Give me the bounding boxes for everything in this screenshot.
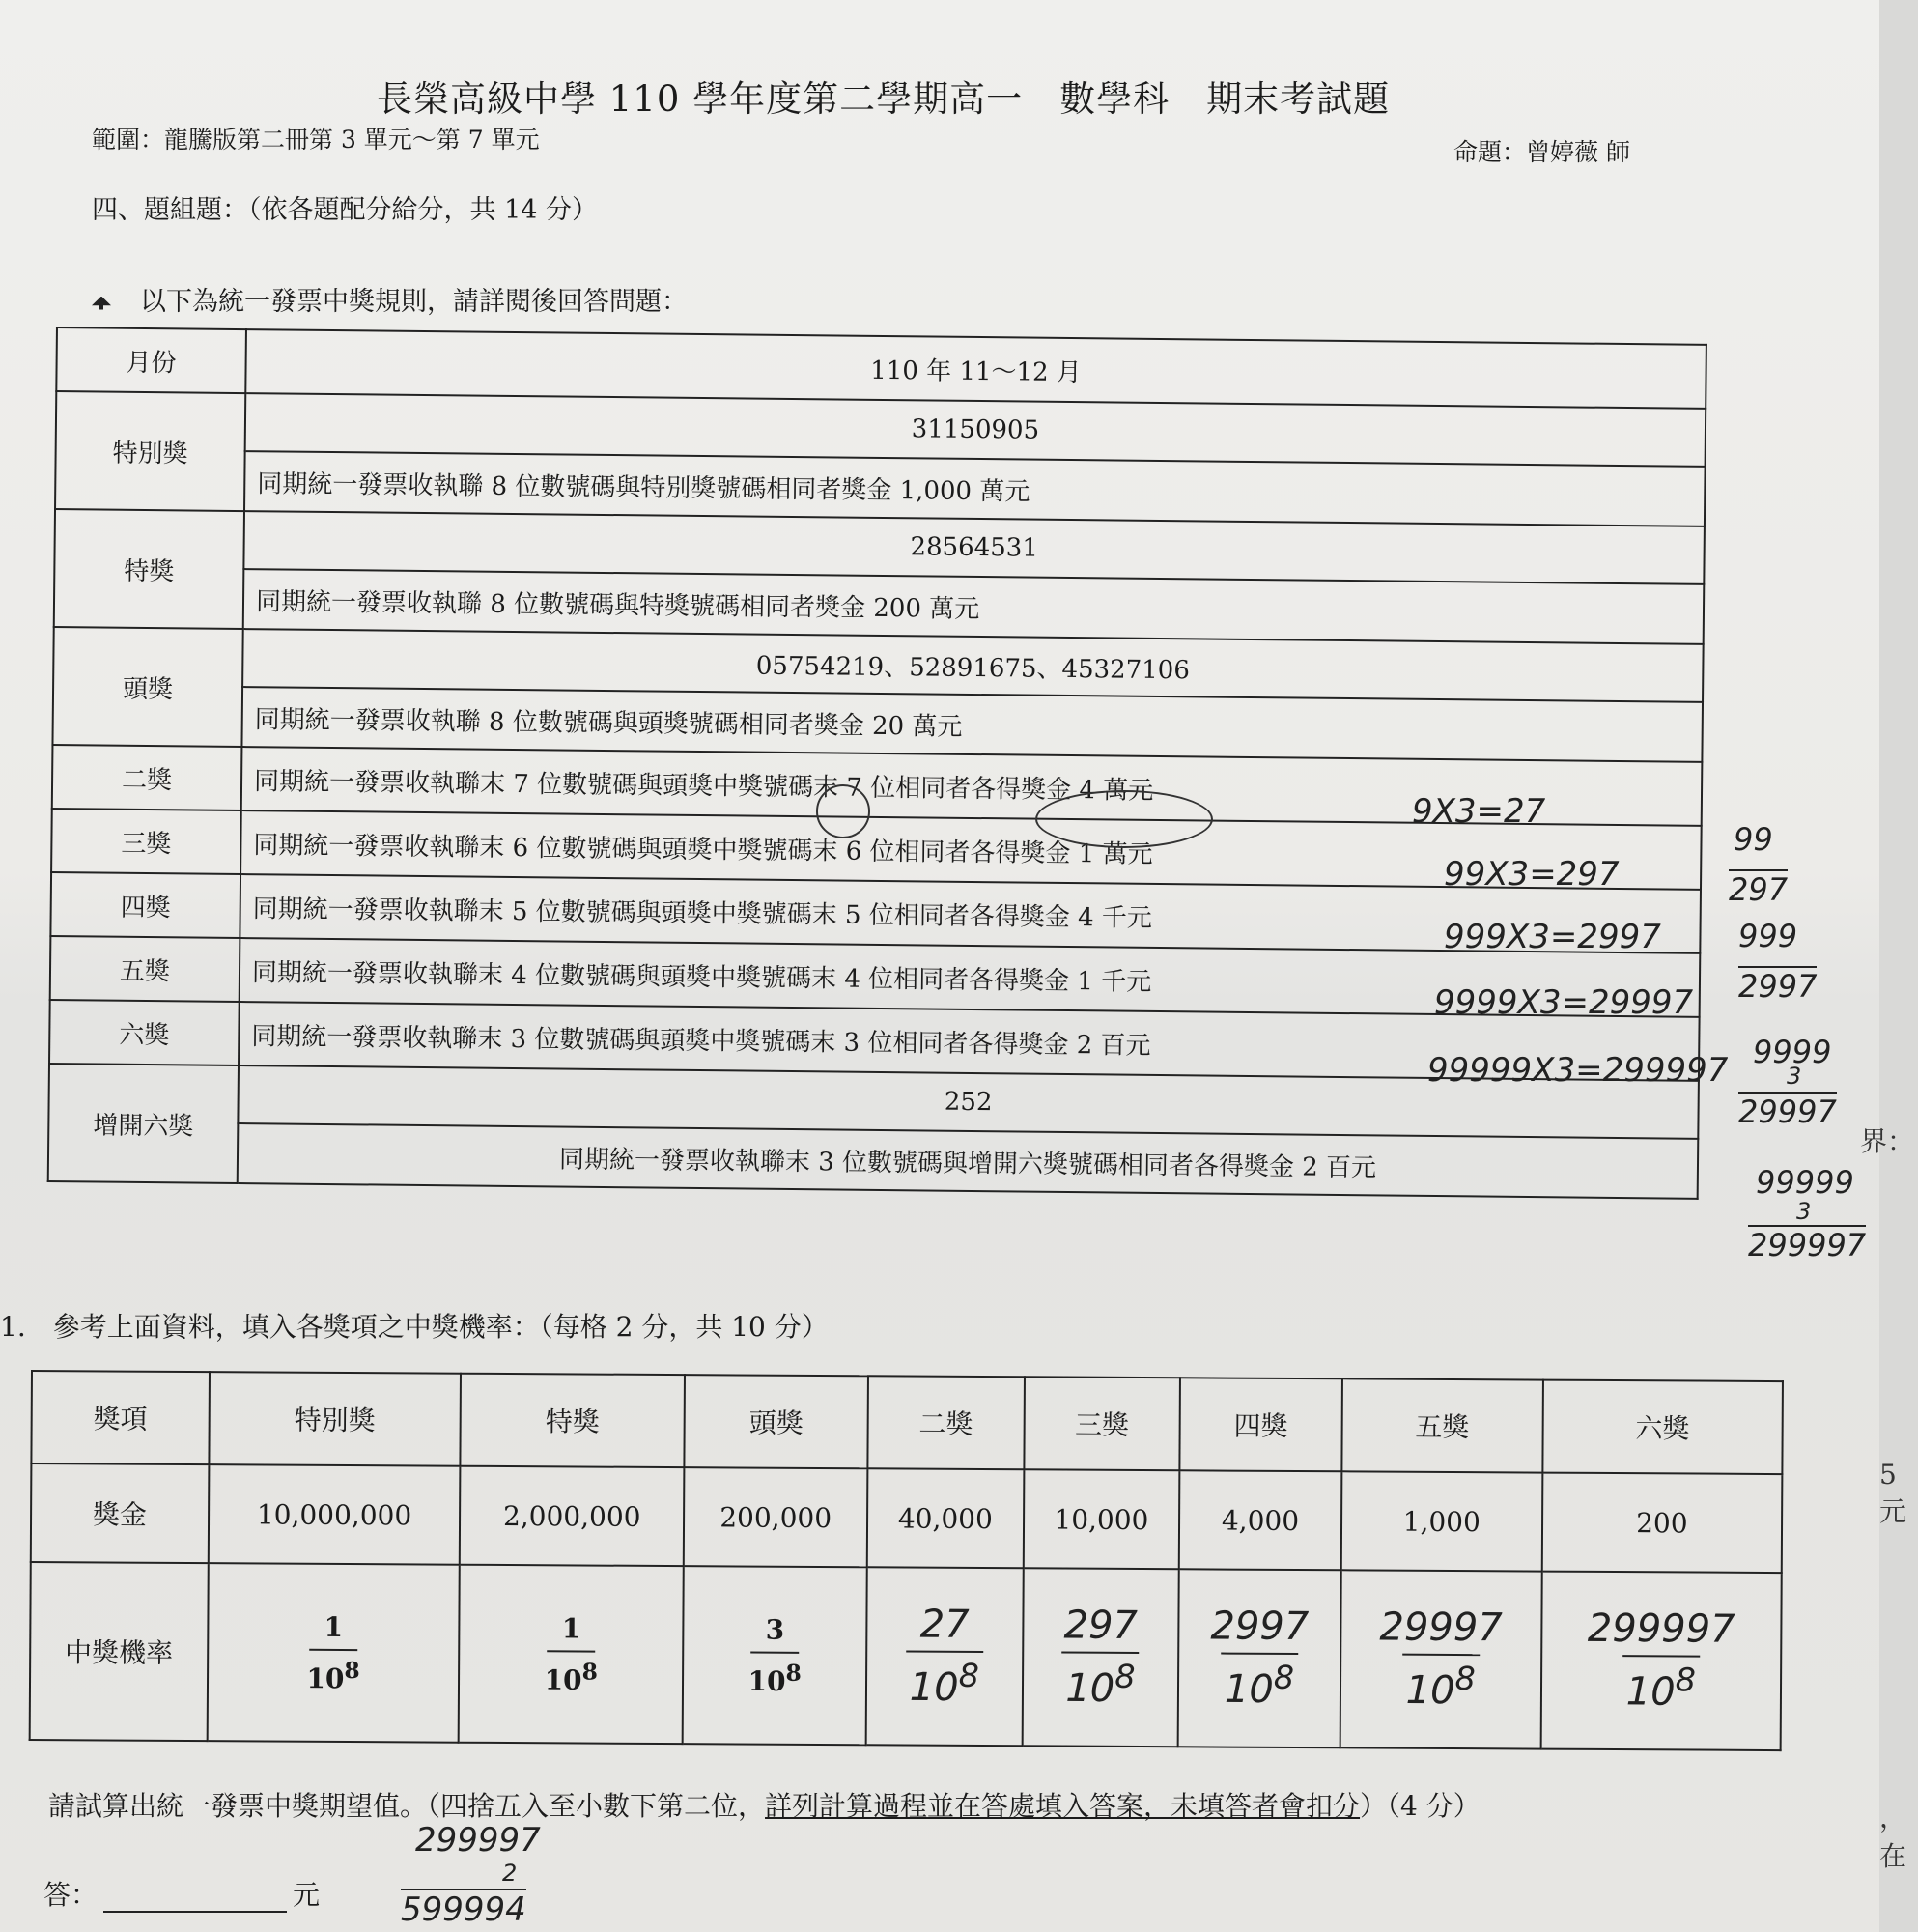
margin-note-3: 999 xyxy=(1738,918,1798,954)
margin-note-9: 3 xyxy=(1796,1198,1812,1225)
margin-note-2: 297 xyxy=(1729,871,1789,908)
intro-label: 以下為統一發票中獎規則，請詳閱後回答問題： xyxy=(140,287,688,317)
hand-num: 2997 xyxy=(1210,1604,1310,1650)
prob-header-0: 獎項 xyxy=(31,1371,209,1464)
prob-header-1: 特別獎 xyxy=(209,1372,461,1466)
prob-cell-third[interactable] xyxy=(1022,1568,1179,1747)
prob-cell-second[interactable] xyxy=(866,1567,1024,1746)
handwritten-calc-second: 9X3=27 xyxy=(1412,792,1546,831)
rules-label-second: 二獎 xyxy=(52,745,242,810)
rules-label-fifth: 五獎 xyxy=(50,936,240,1002)
prob-num: 1 xyxy=(561,1612,581,1645)
bottom-scribble-top: 299997 xyxy=(415,1821,541,1860)
rules-desc-sixth: 同期統一發票收執聯末 3 位數號碼與頭獎中獎號碼末 3 位相同者各得獎金 2 百元 xyxy=(239,1002,1700,1081)
rules-label-extra: 增開六獎 xyxy=(48,1064,239,1183)
prob-header-3: 頭獎 xyxy=(685,1375,868,1468)
question-1: 1. 參考上面資料，填入各獎項之中獎機率：（每格 2 分，共 10 分） xyxy=(0,1311,829,1343)
handwritten-calc-sixth: 99999X3=299997 xyxy=(1427,1051,1729,1090)
prob-header-5: 三獎 xyxy=(1024,1377,1180,1470)
hand-den: $10^8$ xyxy=(909,1657,980,1711)
prob-cell-first xyxy=(683,1566,867,1745)
rules-desc-extra: 同期統一發票收執聯末 3 位數號碼與增開六獎號碼相同者各得獎金 2 百元 xyxy=(238,1123,1699,1199)
bottom-scribble-bottom: 599994 xyxy=(401,1890,526,1929)
margin-note-5: 9999 xyxy=(1753,1034,1832,1070)
handwritten-circle-1 xyxy=(816,784,870,838)
probability-table xyxy=(29,1370,1784,1751)
exam-scope: 範圍：龍騰版第二冊第 3 單元～第 7 單元 xyxy=(92,126,540,154)
rules-number-grand: 28564531 xyxy=(243,511,1705,584)
question-2-paren-b: ）（4 分） xyxy=(1360,1790,1481,1822)
prob-header-4: 二獎 xyxy=(867,1376,1024,1469)
answer-blank[interactable] xyxy=(103,1888,287,1913)
prob-money-6: 1,000 xyxy=(1341,1471,1543,1571)
margin-note-8: 99999 xyxy=(1756,1164,1854,1201)
rules-label-third: 三獎 xyxy=(51,809,241,874)
edge-text-3: ，在 xyxy=(1879,1802,1907,1872)
margin-note-6: 3 xyxy=(1787,1063,1802,1090)
pushpin-icon xyxy=(92,297,111,310)
rules-desc-first: 同期統一發票收執聯 8 位數號碼與頭獎號碼相同者獎金 20 萬元 xyxy=(241,687,1703,762)
question-2-instruction: 詳列計算過程並在答處填入答案，未填答者會扣分 xyxy=(765,1790,1361,1822)
rules-desc-fifth: 同期統一發票收執聯末 4 位數號碼與頭獎中獎號碼末 4 位相同者各得獎金 1 千元 xyxy=(240,938,1701,1017)
exam-author: 命題：曾婷薇 師 xyxy=(1453,138,1630,166)
edge-text-2: 5 元 xyxy=(1879,1459,1907,1527)
bottom-scribble-mid: 2 xyxy=(502,1860,518,1887)
prob-value-row xyxy=(30,1562,1782,1750)
handwritten-circle-2 xyxy=(1035,790,1213,848)
question-2-paren-a: （四捨五入至小數下第二位， xyxy=(427,1790,766,1822)
rules-number-special: 31150905 xyxy=(245,393,1706,467)
hand-den: $10^8$ xyxy=(1224,1659,1295,1713)
answer-line xyxy=(43,1874,320,1913)
rules-desc-special: 同期統一發票收執聯 8 位數號碼與特別獎號碼相同者獎金 1,000 萬元 xyxy=(244,451,1706,526)
rules-desc-second: 同期統一發票收執聯末 7 位數號碼與頭獎中獎號碼末 7 位相同者各得獎金 4 萬元 xyxy=(241,747,1703,826)
rules-number-first: 05754219、52891675、45327106 xyxy=(242,629,1704,702)
prob-header-6: 四獎 xyxy=(1180,1378,1342,1471)
prob-money-label: 獎金 xyxy=(31,1463,209,1563)
rules-desc-third: 同期統一發票收執聯末 6 位數號碼與頭獎中獎號碼末 6 位相同者各得獎金 1 萬元 xyxy=(240,810,1702,890)
rules-label-fourth: 四獎 xyxy=(50,872,240,938)
rules-month-value: 110 年 11～12 月 xyxy=(245,329,1706,409)
prob-num: 3 xyxy=(765,1613,785,1646)
prob-cell-fifth[interactable] xyxy=(1340,1570,1541,1748)
margin-note-1: 99 xyxy=(1734,821,1773,858)
adjacent-page-edge xyxy=(1859,0,1918,1932)
handwritten-calc-third: 99X3=297 xyxy=(1444,855,1620,894)
prob-money-7: 200 xyxy=(1541,1473,1782,1574)
rules-desc-fourth: 同期統一發票收執聯末 5 位數號碼與頭獎中獎號碼末 5 位相同者各得獎金 4 千元 xyxy=(240,874,1701,953)
exam-title: 長榮高級中學 110 學年度第二學期高一 數學科 期末考試題 xyxy=(377,78,1391,120)
answer-label: 答： xyxy=(43,1879,99,1911)
prob-money-3: 40,000 xyxy=(867,1468,1024,1568)
handwritten-calc-fourth: 999X3=2997 xyxy=(1444,918,1661,956)
hand-num: 29997 xyxy=(1379,1605,1503,1651)
prob-label: 中獎機率 xyxy=(30,1562,209,1741)
hand-den: $10^8$ xyxy=(1405,1660,1476,1714)
question-2 xyxy=(48,1785,1481,1824)
rules-number-extra: 252 xyxy=(238,1065,1699,1139)
hand-num: 297 xyxy=(1063,1603,1139,1649)
prob-money-4: 10,000 xyxy=(1023,1469,1179,1569)
hand-den: $10^8$ xyxy=(1065,1658,1136,1712)
rules-desc-grand: 同期統一發票收執聯 8 位數號碼與特獎號碼相同者獎金 200 萬元 xyxy=(243,569,1705,644)
prob-den: $10^8$ xyxy=(544,1658,598,1696)
prob-num: 1 xyxy=(324,1610,344,1643)
margin-note-10: 299997 xyxy=(1748,1227,1867,1264)
prob-cell-fourth[interactable] xyxy=(1178,1569,1341,1747)
prob-money-0: 10,000,000 xyxy=(209,1464,461,1565)
hand-num: 299997 xyxy=(1587,1606,1735,1653)
margin-note-7: 29997 xyxy=(1738,1094,1837,1130)
prob-den: $10^8$ xyxy=(306,1656,360,1695)
prob-header-8: 六獎 xyxy=(1542,1380,1783,1475)
handwritten-calc-fifth: 9999X3=29997 xyxy=(1434,983,1694,1022)
rules-label-sixth: 六獎 xyxy=(49,1000,240,1065)
prob-header-7: 五獎 xyxy=(1341,1378,1543,1472)
prob-money-5: 4,000 xyxy=(1179,1470,1341,1570)
hand-num: 27 xyxy=(919,1602,970,1648)
intro-text xyxy=(92,280,688,318)
rules-label-grand: 特獎 xyxy=(54,509,244,629)
rules-label-special: 特別獎 xyxy=(55,391,245,511)
margin-note-4: 2997 xyxy=(1738,968,1818,1005)
answer-unit: 元 xyxy=(293,1879,321,1911)
prob-money-row xyxy=(31,1463,1783,1573)
question-2-text: 請試算出統一發票中獎期望值。 xyxy=(48,1790,428,1822)
prob-header-2: 特獎 xyxy=(461,1374,686,1467)
edge-text-1: 界： xyxy=(1859,1125,1914,1157)
prob-cell-special xyxy=(207,1563,459,1743)
prob-header-row xyxy=(31,1371,1783,1474)
hand-den: $10^8$ xyxy=(1625,1661,1697,1716)
prob-cell-sixth[interactable] xyxy=(1540,1572,1781,1751)
prob-cell-grand xyxy=(459,1565,684,1744)
prob-money-2: 200,000 xyxy=(684,1467,867,1567)
prob-money-1: 2,000,000 xyxy=(460,1466,685,1566)
rules-label-month: 月份 xyxy=(56,327,246,393)
rules-label-first: 頭獎 xyxy=(52,627,242,747)
section-heading: 四、題組題：（依各題配分給分，共 14 分） xyxy=(92,195,599,225)
prob-den: $10^8$ xyxy=(747,1659,802,1697)
